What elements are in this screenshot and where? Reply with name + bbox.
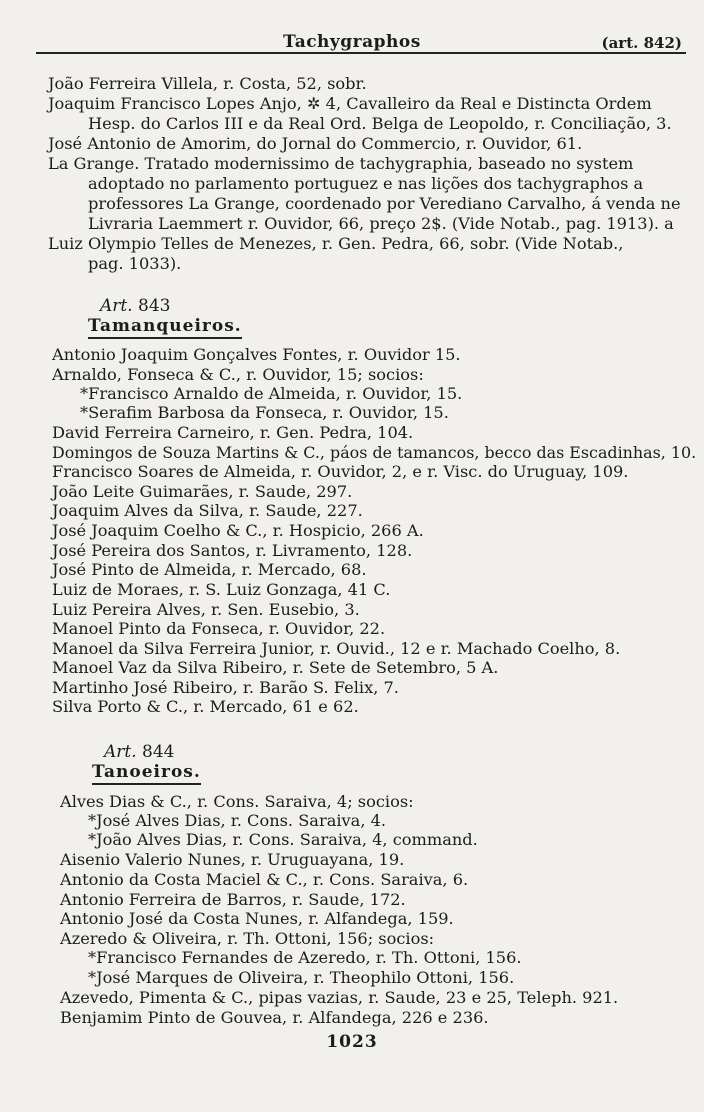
- entry-line: Joaquim Alves da Silva, r. Saude, 227.: [52, 501, 363, 520]
- entry-line: Aisenio Valerio Nunes, r. Uruguayana, 19.: [60, 850, 405, 869]
- article-label: [100, 296, 171, 316]
- entry-line: David Ferreira Carneiro, r. Gen. Pedra, 104.: [52, 423, 414, 442]
- entry-line: La Grange. Tratado modernissimo de tachygraphia, baseado no system: [48, 154, 634, 173]
- entry-line-continued: professores La Grange, coordenado por Verediano Carvalho, á venda ne: [88, 194, 681, 213]
- entry-line-continued: pag. 1033).: [88, 254, 182, 273]
- entry-line: José Joaquim Coelho & C., r. Hospicio, 266 A.: [52, 521, 424, 540]
- article-reference: (art. 842): [601, 34, 682, 52]
- partner-line: *José Alves Dias, r. Cons. Saraiva, 4.: [88, 811, 387, 830]
- entry-line: José Antonio de Amorim, do Jornal do Commercio, r. Ouvidor, 61.: [48, 134, 583, 153]
- entry-line: João Leite Guimarães, r. Saude, 297.: [52, 482, 353, 501]
- page-title: Tachygraphos: [283, 32, 421, 52]
- entry-line: Antonio Ferreira de Barros, r. Saude, 172.: [60, 890, 406, 909]
- entry-line: José Pinto de Almeida, r. Mercado, 68.: [52, 560, 367, 579]
- article-label-text: Art.: [100, 296, 133, 316]
- partner-line: *José Marques de Oliveira, r. Theophilo Ottoni, 156.: [88, 968, 515, 987]
- entry-line: José Pereira dos Santos, r. Livramento, 128.: [52, 541, 413, 560]
- partner-line: *Francisco Fernandes de Azeredo, r. Th. Ottoni, 156.: [88, 948, 522, 967]
- entry-line: Domingos de Souza Martins & C., páos de tamancos, becco das Escadinhas, 10.: [52, 443, 697, 462]
- entry-line: Antonio Joaquim Gonçalves Fontes, r. Ouvidor 15.: [52, 345, 461, 364]
- partner-line: *João Alves Dias, r. Cons. Saraiva, 4, command.: [88, 830, 478, 849]
- entry-line: Azevedo, Pimenta & C., pipas vazias, r. Saude, 23 e 25, Teleph. 921.: [60, 988, 619, 1007]
- article-label-text: Art.: [104, 742, 137, 762]
- entry-line: Manoel Vaz da Silva Ribeiro, r. Sete de Setembro, 5 A.: [52, 658, 499, 677]
- entry-line: Antonio da Costa Maciel & C., r. Cons. Saraiva, 6.: [60, 870, 469, 889]
- entry-line: Silva Porto & C., r. Mercado, 61 e 62.: [52, 697, 359, 716]
- entry-line: Luiz Pereira Alves, r. Sen. Eusebio, 3.: [52, 600, 360, 619]
- header-rule: [36, 52, 686, 54]
- entry-line: Martinho José Ribeiro, r. Barão S. Felix, 7.: [52, 678, 399, 697]
- entry-line: Joaquim Francisco Lopes Anjo, ✲ 4, Cavalleiro da Real e Distincta Ordem: [48, 94, 652, 113]
- entry-line: Alves Dias & C., r. Cons. Saraiva, 4; socios:: [60, 792, 414, 811]
- entry-line: Azeredo & Oliveira, r. Th. Ottoni, 156; socios:: [60, 929, 435, 948]
- entry-line: Luiz Olympio Telles de Menezes, r. Gen. Pedra, 66, sobr. (Vide Notab.,: [48, 234, 624, 253]
- entry-line-continued: adoptado no parlamento portuguez e nas lições dos tachygraphos a: [88, 174, 644, 193]
- section-title: Tanoeiros.: [92, 762, 201, 785]
- partner-line: *Francisco Arnaldo de Almeida, r. Ouvidor, 15.: [80, 384, 463, 403]
- partner-line: *Serafim Barbosa da Fonseca, r. Ouvidor, 15.: [80, 403, 449, 422]
- entry-line: Manoel Pinto da Fonseca, r. Ouvidor, 22.: [52, 619, 386, 638]
- page-number: 1023: [326, 1032, 378, 1052]
- entry-line: João Ferreira Villela, r. Costa, 52, sobr.: [48, 74, 367, 93]
- entry-line: Luiz de Moraes, r. S. Luiz Gonzaga, 41 C.: [52, 580, 391, 599]
- entry-line: Arnaldo, Fonseca & C., r. Ouvidor, 15; socios:: [52, 365, 424, 384]
- entry-line-continued: Hesp. do Carlos III e da Real Ord. Belga de Leopoldo, r. Conciliação, 3.: [88, 114, 672, 133]
- article-label: [104, 742, 175, 762]
- entry-line: Manoel da Silva Ferreira Junior, r. Ouvid., 12 e r. Machado Coelho, 8.: [52, 639, 621, 658]
- section-title: Tamanqueiros.: [88, 316, 242, 339]
- article-number: 844: [142, 742, 175, 762]
- entry-line-continued: Livraria Laemmert r. Ouvidor, 66, preço 2$. (Vide Notab., pag. 1913). a: [88, 214, 674, 233]
- entry-line: Benjamim Pinto de Gouvea, r. Alfandega, 226 e 236.: [60, 1008, 489, 1027]
- entry-line: Francisco Soares de Almeida, r. Ouvidor, 2, e r. Visc. do Uruguay, 109.: [52, 462, 629, 481]
- article-number: 843: [138, 296, 171, 316]
- entry-line: Antonio José da Costa Nunes, r. Alfandega, 159.: [60, 909, 454, 928]
